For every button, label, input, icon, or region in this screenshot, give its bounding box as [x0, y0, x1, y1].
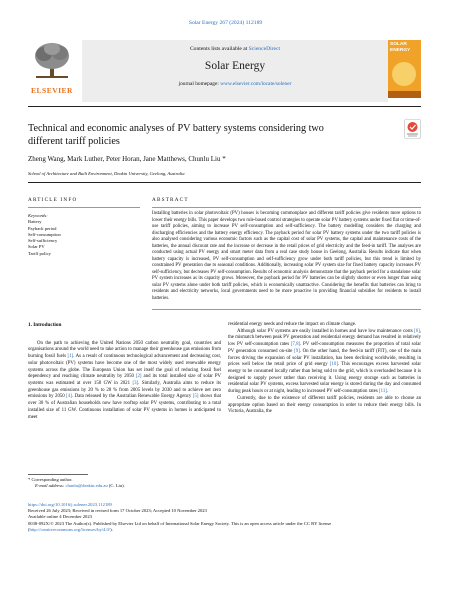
citation-link[interactable]: [10]: [329, 362, 338, 368]
license-link[interactable]: http://creativecommons.org/licenses/by/4.0/: [29, 526, 111, 532]
author-list: Zheng Wang, Mark Luther, Peter Horan, Jane Matthews, Chunlu Liu *: [28, 155, 226, 163]
left-paragraphs: [28, 341, 221, 422]
journal-title: Solar Energy: [204, 60, 266, 72]
paragraph-text: . PV self-consumption measures the proportion of total solar PV generation consumed on-site: [228, 342, 421, 354]
contents-line: [82, 46, 388, 52]
available-online: Available online 4 December 2023: [28, 514, 92, 520]
cover-title: SOLAR ENERGY: [390, 42, 411, 53]
email-line: [28, 483, 125, 489]
abstract-end-rule: [152, 309, 421, 310]
citation-link[interactable]: [5]: [192, 394, 199, 400]
email-suffix: (C. Liu).: [107, 483, 125, 488]
citation-link[interactable]: [2]: [135, 374, 142, 380]
right-paragraphs: [228, 322, 421, 416]
citation-link[interactable]: [7,8]: [290, 342, 301, 348]
paragraph-text: , the mismatch between peak PV generation and residential energy demand has resulted in relatively low PV self-consumption rates: [228, 328, 421, 348]
paragraph-text: residential energy needs and reduce the impact on climate change.: [228, 322, 357, 327]
body-right-column: [228, 322, 421, 416]
citation-link[interactable]: [6]: [414, 328, 420, 334]
footnote-rule: [28, 474, 88, 475]
corresponding-author-note: * Corresponding author.: [28, 477, 73, 482]
keywords-heading: Keywords:: [28, 213, 48, 218]
homepage-link[interactable]: www.elsevier.com/locate/solener: [220, 81, 292, 87]
keyword-item: Solar PV: [28, 244, 45, 250]
cover-footer-bar: [388, 91, 421, 98]
copyright-line: 0038-092X/© 2023 The Author(s). Published by Elsevier Ltd on behalf of International Solar Energy Society. This is an open access article under the CC BY license: [28, 520, 332, 526]
title-divider: [28, 182, 421, 183]
contents-prefix: Contents lists available at: [189, 46, 249, 52]
publisher-wordmark: ELSEVIER: [31, 86, 73, 95]
paragraph-text: and its total installed size of solar PV systems was estimated at over 158 GW in 2021: [28, 374, 222, 387]
article-metadata: [28, 502, 421, 533]
citation-link[interactable]: [4]: [66, 394, 72, 400]
elsevier-logo[interactable]: [28, 40, 76, 96]
paragraph-text: Currently, due to the existence of different tariff policies, residents are able to choose an appropriate option based on their energy consumption in order to reduce their energy bills. In Victoria, Australia, the: [228, 395, 421, 415]
body-left-column: [28, 322, 221, 421]
keyword-item: Tariff policy: [28, 250, 51, 256]
paragraph-text: . On the other hand, the feed-in tariff (FIT), one of the main forces driving the expansion of solar PV installation, has been declining worldwide, resulting in prices well below the retail price of grid energy: [228, 348, 422, 368]
citation-link[interactable]: [9]: [294, 348, 300, 354]
email-prefix: E-mail address:: [35, 483, 66, 488]
body-paragraph: [28, 341, 221, 422]
journal-cover-thumbnail[interactable]: [388, 40, 421, 98]
keyword-item: Battery: [28, 219, 42, 225]
paragraph-text: . As a result of continuous technological advancement and decreasing cost, solar photovoltaic (PV) systems have become one of the most widely used renewable energy systems across the globe. The European Union has set itself the goal of reducing fossil fuel dependency and reaching climate neutrality by 2050: [28, 354, 221, 380]
email-link[interactable]: chunlu@deakin.edu.au: [65, 483, 108, 488]
affiliation: School of Architecture and Built Environment, Deakin University, Geelong, Australia: [28, 171, 185, 176]
article-title: Technical and economic analyses of PV battery systems considering two different tariff policies: [28, 123, 324, 147]
doi-link[interactable]: https://doi.org/10.1016/j.solener.2023.112189: [28, 502, 112, 507]
elsevier-tree-icon: [30, 40, 74, 80]
keyword-item: Self-sufficiency: [28, 238, 58, 244]
paragraph-text: On the path to achieving the United Nations 2050 carbon neutrality goal, countries and organisations around the world need to take action to manage their greenhouse gas emissions from burning fossil fuels: [28, 340, 221, 360]
citation-link[interactable]: [3]: [132, 381, 139, 387]
header-divider: [28, 106, 421, 107]
keywords-block: [28, 213, 61, 257]
body-paragraph: [228, 396, 421, 416]
paragraph-text: . Data released by the Australian Renewable Energy Agency: [71, 394, 193, 400]
keyword-item: Self-consumption: [28, 231, 61, 237]
paragraph-text: shows that over 30 % of Australian households now have rooftop solar PV systems, contributing to a total installed size of 11 GW. Continuous installation of solar PV systems in homes is anticipated to meet: [28, 394, 221, 420]
license-open: (: [28, 526, 30, 532]
journal-reference[interactable]: Solar Energy 267 (2024) 112189: [188, 20, 263, 26]
citation-link[interactable]: [11]: [378, 389, 387, 395]
paragraph-text: . Similarly, Australia aims to reduce its greenhouse gas emissions by 20 % to 28 % from 2005 levels by 2030 and to achieve net zero emissions by 2050: [28, 381, 221, 400]
article-info-rule: [28, 207, 140, 208]
homepage-prefix: journal homepage:: [178, 81, 221, 87]
received-dates: Received 26 July 2023; Received in revised form 17 October 2023; Accepted 10 November 2023: [28, 508, 207, 514]
license-line: [28, 527, 421, 533]
abstract-rule: [152, 207, 421, 208]
homepage-line: [82, 81, 388, 87]
check-for-updates-icon[interactable]: [404, 119, 421, 139]
article-info-label: ARTICLE INFO: [28, 197, 78, 203]
body-paragraph: [228, 329, 421, 396]
body-paragraph: [228, 322, 421, 329]
sciencedirect-link[interactable]: ScienceDirect: [248, 46, 281, 52]
abstract-text: Installing batteries in solar photovoltaic (PV) houses is becoming commonplace and different tariff policies give residents more options to lower their energy bills. This paper develops two rule-based control strategies to operate solar PV battery systems under fixed flat or time-of-use tariff policies, aiming to increase PV self-consumption and self-sufficiency. The battery modelling considers the charging and discharging efficiencies and the battery energy efficiency. The payback period for solar PV battery systems under the two tariff policies is also analysed considering various economic factors such as the capital cost of solar PV systems, the capital and maintenance costs of the batteries, the annual discount rate and the increase or decrease in the retail prices of grid electricity and the feed-in tariff. The analyses are conducted using actual PV energy and smart meter data from a real case study house in Geelong, Australia. Results indicate that when battery capacity is increased, PV self-consumption and self-sufficiency grow under both tariff policies, but this trend is limited by constrained PV generation due to seasonal conditions. Additionally, increasing solar PV system size for fixed battery capacity increases PV self-sufficiency, but decreases PV self-consumption. Results of economic analysis demonstrate that the payback period for a standalone solar PV system increases as its capacity grows. Moreover, the payback period for PV batteries can be slightly shorter or even longer than using solar PV systems alone under both tariff policies, which is economically unattractive. Considering the benefits that batteries can bring to residents and electricity networks, local governments need to be more proactive in providing financial subsidies for residents to install batteries.: [152, 211, 421, 301]
abstract-label: ABSTRACT: [152, 197, 189, 203]
paragraph-text: . This encourages excess harvested solar energy to be consumed locally rather than being sold to the grid, which is overloaded because it is designed to supply power rather than receiving it. Using energy storage such as batteries in residential solar PV systems, excess harvested solar energy is stored during the day and consumed during peak hours or at night, leading to increased PV self-consumption rates: [228, 362, 421, 395]
paragraph-text: .: [386, 389, 389, 395]
citation-link[interactable]: [1]: [67, 354, 74, 360]
journal-header: [28, 40, 421, 102]
section-heading: 1. Introduction: [28, 322, 62, 328]
license-close: ).: [110, 526, 113, 532]
footnote: [28, 477, 125, 489]
paragraph-text: Although solar PV systems are easily installed in homes and have low maintenance costs: [237, 328, 415, 334]
cover-sun-graphic: [392, 62, 416, 86]
journal-banner: [82, 40, 388, 102]
keyword-item: Payback period: [28, 225, 57, 231]
